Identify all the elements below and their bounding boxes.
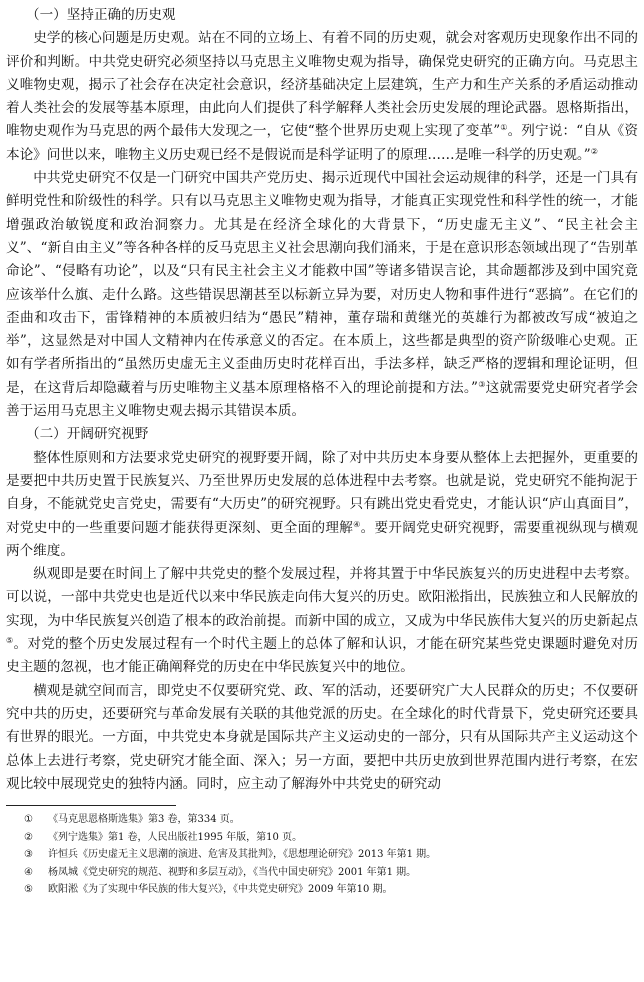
paragraph-text: 。对党的整个历史发展过程有一个时代主题上的总体了解和认识，才能在研究某些党史课题时避免对历史主题的忽视，也才能正确阐释党的历史在中华民族复兴中的地位。 (6, 636, 639, 676)
footnote-reference: ② (590, 146, 598, 156)
paragraph-text: 。要开阔党史研究视野，需要重视纵现与横观两个维度。 (6, 519, 639, 559)
footnote-text: 《列宁选集》第1 卷，人民出版社1995 年版，第10 页。 (48, 831, 303, 843)
body-paragraph (6, 563, 638, 679)
footnote-marker: ⑤ (24, 884, 33, 896)
paragraph-text: 史学的核心问题是历史观。站在不同的立场上、有着不同的历史观，就会对客观历史现象作出不同的评价和判断。中共党史研究必须坚持以马克思主义唯物史观为指导，确保党史研究的正确方向。马克思主义唯物史观，揭示了社会存在决定社会意识，经济基础决定上层建筑，生产力和生产关系的矛盾运动推动着人类社会的发展等基本原理，由此向人们提供了科学解释人类社会历史发展的理论武器。恩格斯指出，唯物史观作为马克思的两个最伟大发现之一，它使“整个世界历史观上实现了变革” (6, 30, 638, 140)
body-paragraph (6, 447, 638, 563)
body-paragraph (6, 167, 638, 423)
footnote-marker: ① (24, 814, 33, 826)
footnote-divider (6, 805, 176, 806)
paragraph-text: 。列宁说：“自从《资本论》问世以来，唯物主义历史观已经不是假说而是科学证明了的原理……是唯一科学的历史观。” (6, 123, 638, 163)
paragraph-text: 这就需要党史研究者学会善于运用马克思主义唯物史观去揭示其错误本质。 (6, 379, 639, 420)
footnote-reference: ① (500, 123, 508, 133)
paragraph-text: 整体性原则和方法要求党史研究的视野要开阔，除了对中共历史本身要从整体上去把握外，更重要的是要把中共历史置于民族复兴、乃至世界历史发展的总体进程中去考察。也就是说，党史研究不能拘泥于自身，不能就党史言党史，需要有“大历史”的研究视野。只有跳出党史看党史，才能认识“庐山真面目”，对党史中的一些重要问题才能获得更深刻、更全面的理解 (6, 449, 638, 536)
section-body-historical-view (6, 27, 638, 423)
section-body-research-vision (6, 447, 638, 796)
section-heading-research-vision: （二）开阔研究视野 (26, 426, 149, 443)
footnote-item (6, 846, 638, 864)
footnote-item (6, 881, 638, 899)
footnote-marker: ③ (24, 849, 33, 861)
footnote-marker: ④ (24, 866, 33, 878)
footnote-marker: ② (24, 831, 33, 843)
section-heading-historical-view: （一）坚持正确的历史观 (26, 7, 176, 23)
footnote-item (6, 864, 638, 882)
body-paragraph (6, 27, 638, 167)
footnote-reference: ③ (477, 379, 486, 389)
paragraph-text: 横观是就空间而言，即党史不仅要研究党、政、军的活动，还要研究广大人民群众的历史；不仅要研究中共的历史，还要研究与革命发展有关联的其他党派的历史。在全球化的时代背景下，党史研究还要具有世界的眼光。一方面，中共党史本身就是国际共产主义运动史的一部分，只有从国际共产主义运动这个总体上去进行考察，党史研究才能全面、深入；另一方面，要把中共历史放到世界范围内进行考察，在宏观比较中展现党史的独特内涵。同时，应主动了解海外中共党史的研究动 (6, 682, 638, 792)
footnote-text: 欧阳淞《为了实现中华民族的伟大复兴》，《中共党史研究》2009 年第10 期。 (48, 884, 393, 896)
footnote-text: 许恒兵《历史虚无主义思潮的演进、危害及其批判》，《思想理论研究》2013 年第1 期。 (48, 849, 437, 861)
footnote-text: 《马克思恩格斯选集》第3 卷，第334 页。 (48, 814, 240, 826)
footnote-item (6, 829, 638, 847)
footnote-text: 杨凤城《党史研究的规范、视野和多层互动》，《当代中国史研究》2001 年第1 期。 (48, 866, 417, 878)
paragraph-text: 纵观即是要在时间上了解中共党史的整个发展过程，并将其置于中华民族复兴的历史进程中去考察。可以说，一部中共党史也是近代以来中华民族走向伟大复兴的历史。欧阳淞指出，民族独立和人民解放的实现，为中华民族复兴创造了根本的政治前提。而新中国的成立，又成为中华民族伟大复兴的历史新起点 (6, 566, 638, 629)
footnote-item (6, 811, 638, 829)
body-paragraph (6, 680, 638, 796)
footnote-reference: ④ (353, 519, 361, 529)
paragraph-text: 中共党史研究不仅是一门研究中国共产党历史、揭示近现代中国社会运动规律的科学，还是一门具有鲜明党性和阶级性的科学。只有以马克思主义唯物史观为指导，才能真正实现党性和科学性的统一，才能增强政治敏锐度和政治洞察力。尤其是在经济全球化的大背景下，“历史虚无主义”、“民主社会主义”、“新自由主义”等各种各样的反马克思主义社会思潮向我们涌来，于是在意识形态领域出现了“告别革命论”、“侵略有功论”，以及“只有民主社会主义才能救中国”等诸多错误言论，其命题都涉及到中国究竟应该举什么旗、走什么路。这些错误思潮甚至以标新立异为要，对历史人物和事件进行“恶搞”。在它们的歪曲和攻击下，雷锋精神的本质被归结为“愚民”精神，董存瑞和黄继光的英雄行为都被改写成“被迫之举”，这显然是对中国人文精神内在传承意义的否定。在本质上，这些都是典型的资产阶级唯心史观。正如有学者所指出的“虽然历史虚无主义歪曲历史时花样百出，手法多样，缺乏严格的逻辑和理论证明，但是，在这背后却隐藏着与历史唯物主义基本原理格格不入的理论前提和方法。” (6, 170, 638, 396)
footnote-reference: ⑤ (6, 636, 14, 646)
footnote-list (6, 811, 638, 899)
